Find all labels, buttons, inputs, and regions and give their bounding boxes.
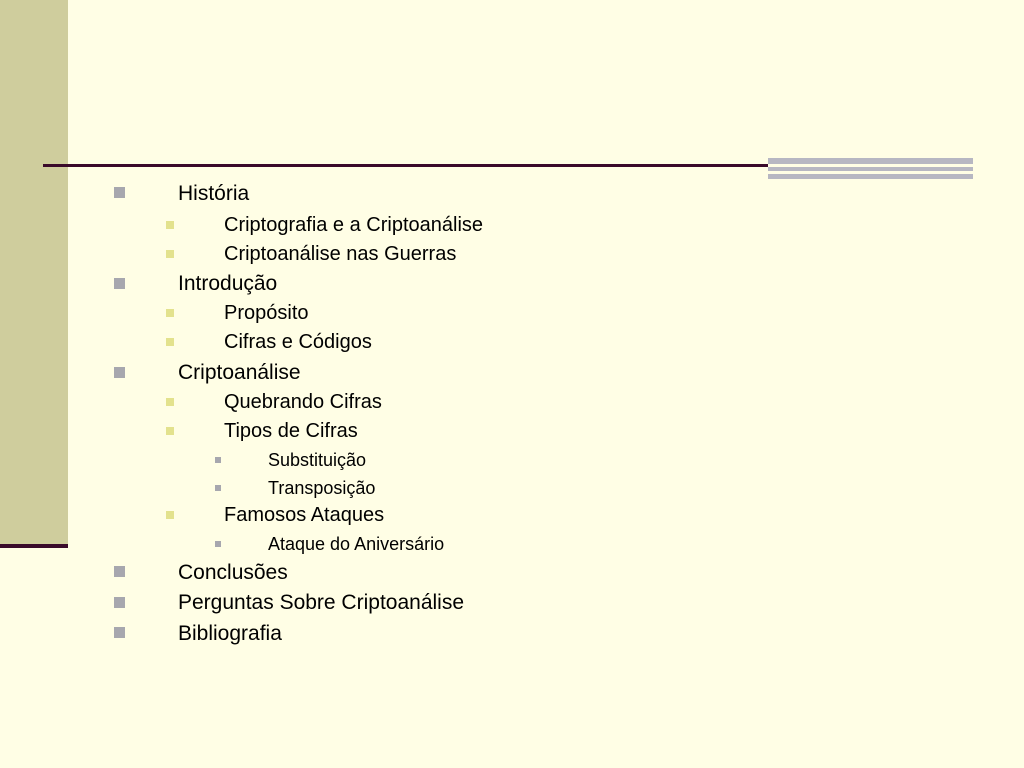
square-bullet-icon	[114, 597, 125, 608]
square-bullet-icon	[114, 278, 125, 289]
square-bullet-icon	[215, 541, 221, 547]
square-bullet-icon	[114, 187, 125, 198]
outline-label: Perguntas Sobre Criptoanálise	[178, 591, 465, 614]
outline-label: Propósito	[224, 302, 309, 324]
outline-label: Tipos de Cifras	[224, 420, 358, 442]
outline-label: Ataque do Aniversário	[268, 534, 445, 554]
square-bullet-icon	[166, 221, 174, 229]
outline-label: Bibliografia	[178, 622, 282, 645]
outline-label: Criptoanálise	[178, 361, 301, 384]
outline-label: Substituição	[268, 450, 367, 470]
square-bullet-icon	[166, 309, 174, 317]
square-bullet-icon	[114, 627, 125, 638]
outline-label: Quebrando Cifras	[224, 391, 382, 413]
square-bullet-icon	[166, 338, 174, 346]
square-bullet-icon	[166, 398, 174, 406]
outline-label: Criptoanálise nas Guerras	[224, 243, 457, 265]
square-bullet-icon	[215, 457, 221, 463]
square-bullet-icon	[114, 566, 125, 577]
outline-label: Famosos Ataques	[224, 504, 385, 526]
square-bullet-icon	[166, 511, 174, 519]
outline-label: Criptografia e a Criptoanálise	[224, 214, 484, 236]
outline-label: Cifras e Códigos	[224, 331, 372, 353]
outline-label: Introdução	[178, 272, 278, 295]
square-bullet-icon	[114, 367, 125, 378]
square-bullet-icon	[166, 250, 174, 258]
outline-label: Conclusões	[178, 561, 288, 584]
outline-label: História	[178, 182, 250, 205]
square-bullet-icon	[166, 427, 174, 435]
square-bullet-icon	[215, 485, 221, 491]
outline-label: Transposição	[268, 478, 376, 498]
